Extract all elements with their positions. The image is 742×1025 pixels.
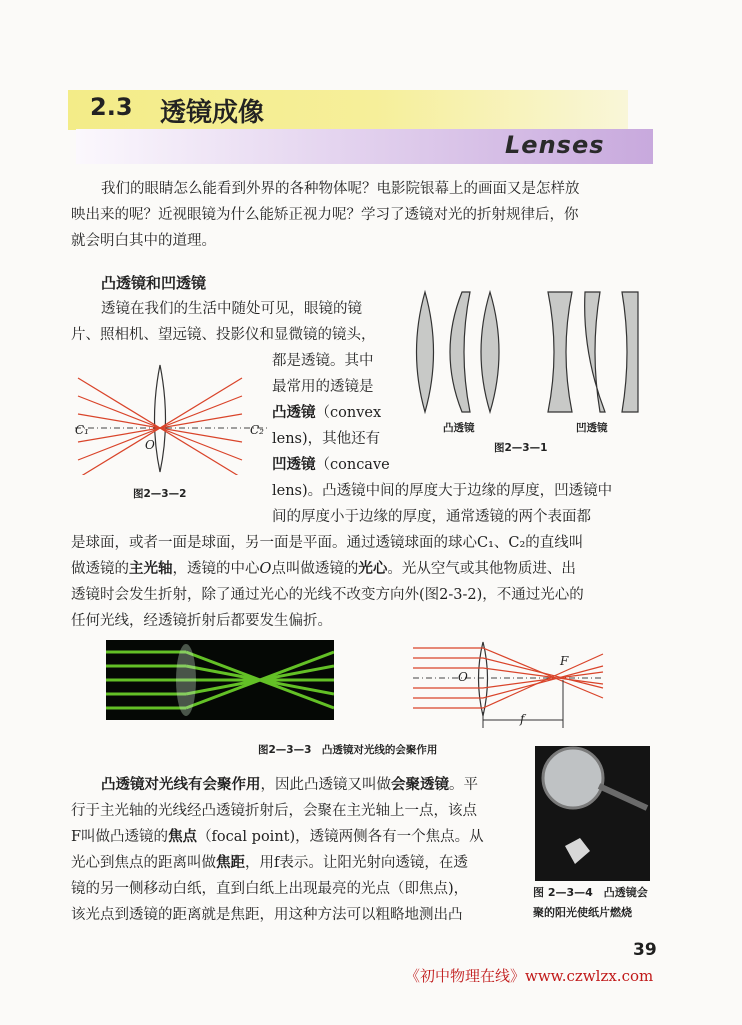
label-focal-length: f xyxy=(520,712,525,726)
concave-lens-biconcave xyxy=(548,292,572,412)
para1-line: 片、照相机、望远镜、投影仪和显微镜的镜头， xyxy=(71,327,376,343)
para1-line: 透镜在我们的生活中随处可见，眼镜的镜 xyxy=(101,301,362,317)
concave-lens-meniscus xyxy=(585,292,605,412)
label-o: O xyxy=(145,438,155,452)
intro-line-3: 就会明白其中的道理。 xyxy=(71,233,216,249)
para1-line: 是球面，或者一面是球面，另一面是平面。通过透镜球面的球心C₁、C₂的直线叫 xyxy=(71,535,584,551)
para1-line: lens)，其他还有 xyxy=(272,431,381,447)
para2-line: 镜的另一侧移动白纸，直到白纸上出现最亮的光点（即焦点)， xyxy=(71,881,469,897)
figure-2-3-4-caption-2: 聚的阳光使纸片燃烧 xyxy=(533,906,632,919)
para2-line xyxy=(71,824,484,850)
para1-line xyxy=(71,556,576,582)
para1-line xyxy=(272,400,381,426)
para1-line: 任何光线，经透镜折射后都要发生偏折。 xyxy=(71,613,332,629)
term-concave-lens: 凹透镜 xyxy=(272,457,316,473)
footer-source: 《初中物理在线》www.czwlzx.com xyxy=(405,967,654,985)
text-run: O xyxy=(259,561,272,577)
convex-lens xyxy=(479,642,488,716)
ray-set xyxy=(78,378,242,475)
term-converging-lens: 会聚透镜 xyxy=(391,777,449,793)
term-convex-english: （convex xyxy=(315,405,382,421)
convex-lens-planoconvex xyxy=(481,292,499,412)
figure-lens-shapes xyxy=(400,282,650,432)
intro-line-2: 映出来的呢？近视眼镜为什么能矫正视力呢？学习了透镜对光的折射规律后，你 xyxy=(71,207,579,223)
term-optical-center: 光心 xyxy=(358,561,388,577)
para1-line: 最常用的透镜是 xyxy=(272,379,374,395)
text-run: F叫做凸透镜的 xyxy=(71,829,169,845)
text-run: ，用f表示。让阳光射向透镜，在透 xyxy=(245,855,468,871)
convex-lens-biconvex xyxy=(417,292,434,412)
page-number: 39 xyxy=(633,940,657,960)
figure-2-3-3-caption: 图2—3—3 凸透镜对光线的会聚作用 xyxy=(258,744,438,756)
photo-magnifier-burning-paper xyxy=(535,746,650,881)
para1-line: lens)。凸透镜中间的厚度大于边缘的厚度，凹透镜中 xyxy=(272,483,613,499)
section-title: 透镜成像 xyxy=(160,98,265,128)
term-concave-english: （concave xyxy=(315,457,390,473)
photo-lens-converging-light xyxy=(106,640,334,720)
text-run: 光心到焦点的距离叫做 xyxy=(71,855,216,871)
para2-line: 行于主光轴的光线经凸透镜折射后，会聚在主光轴上一点，该点 xyxy=(71,803,477,819)
term-converging: 凸透镜对光线有会聚作用 xyxy=(101,777,261,793)
term-focal-length: 焦距 xyxy=(216,855,245,871)
figure-rays-through-center xyxy=(70,360,275,475)
convex-lens xyxy=(155,365,166,472)
text-run: 做透镜的 xyxy=(71,561,129,577)
term-convex-lens: 凸透镜 xyxy=(272,405,316,421)
concave-lens-planoconcave xyxy=(622,292,638,412)
para2-line xyxy=(71,850,468,876)
text-run: 。光从空气或其他物质进、出 xyxy=(387,561,576,577)
para1-line: 间的厚度小于边缘的厚度，通常透镜的两个表面都 xyxy=(272,509,591,525)
lens-glass xyxy=(176,644,196,716)
para2-line xyxy=(101,772,478,798)
term-principal-axis: 主光轴 xyxy=(129,561,173,577)
title-band xyxy=(68,90,628,130)
convex-lens-meniscus xyxy=(450,292,470,412)
label-c2: C₂ xyxy=(250,423,264,437)
para1-line: 都是透镜。其中 xyxy=(272,353,374,369)
text-run: （focal point)，透镜两侧各有一个焦点。从 xyxy=(197,829,484,845)
intro-line-1: 我们的眼睛怎么能看到外界的各种物体呢？电影院银幕上的画面又是怎样放 xyxy=(101,181,580,197)
figure-focal-diagram xyxy=(408,640,608,735)
para1-line xyxy=(272,452,390,478)
figure-2-3-2-caption: 图2—3—2 xyxy=(133,488,187,500)
figure-2-3-4-caption-1: 图 2—3—4 凸透镜会 xyxy=(533,886,648,899)
label-o: O xyxy=(458,670,468,684)
para2-line: 该光点到透镜的距离就是焦距，用这种方法可以粗略地测出凸 xyxy=(71,907,463,923)
label-c1: C₁ xyxy=(75,423,89,437)
label-focus: F xyxy=(560,654,569,668)
section-english-title: Lenses xyxy=(505,131,605,159)
label-concave: 凹透镜 xyxy=(576,422,608,434)
section-number: 2.3 xyxy=(90,93,133,121)
text-run: ，透镜的中心 xyxy=(172,561,260,577)
text-run: 点叫做透镜的 xyxy=(271,561,359,577)
para1-line: 透镜时会发生折射，除了通过光心的光线不改变方向外(图2-3-2)，不通过光心的 xyxy=(71,587,584,603)
figure-2-3-1-caption: 图2—3—1 xyxy=(494,442,548,454)
term-focus: 焦点 xyxy=(168,829,198,845)
label-convex: 凸透镜 xyxy=(443,422,475,434)
text-run: ，因此凸透镜又叫做 xyxy=(260,777,391,793)
heading-convex-concave: 凸透镜和凹透镜 xyxy=(101,274,207,292)
text-run: 。平 xyxy=(449,777,478,793)
